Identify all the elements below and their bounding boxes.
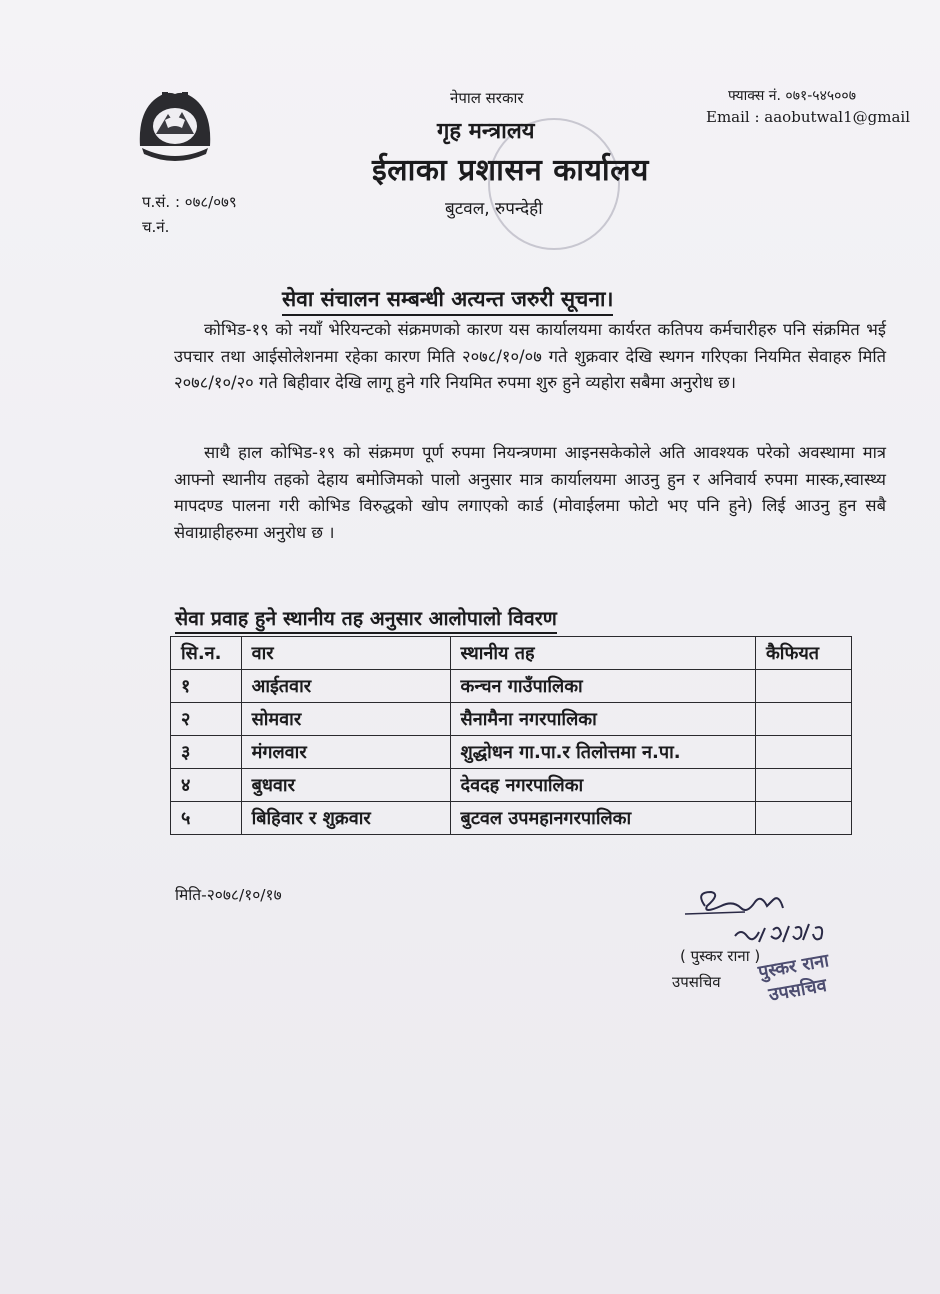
cell-local-level: शुद्धोधन गा.पा.र तिलोत्तमा न.पा. [450, 736, 755, 769]
signatory-designation: उपसचिव [672, 973, 721, 991]
rotation-schedule-table [170, 636, 852, 835]
signatory-name: ( पुस्कर राना ) [680, 947, 761, 965]
cell-local-level: कन्चन गाउँपालिका [450, 670, 755, 703]
stamp-title: उपसचिव [767, 974, 829, 1006]
cell-day: मंगलवार [241, 736, 450, 769]
email-address: Email : aaobutwal1@gmail [706, 108, 910, 126]
cell-day: बिहिवार र शुक्रवार [241, 802, 450, 835]
government-name: नेपाल सरकार [450, 89, 524, 107]
cell-serial: ३ [171, 736, 242, 769]
table-row [171, 802, 852, 835]
ministry-name: गृह मन्त्रालय [437, 119, 535, 144]
column-header-day: वार [241, 637, 450, 670]
table-row [171, 736, 852, 769]
notice-paragraph-2: साथै हाल कोभिड-१९ को संक्रमण पूर्ण रुपमा नियन्त्रणमा आइनसकेकोले अति आवश्यक परेको अवस्थामा मात्र आफ्नो स्थानीय तहको देहाय बमोजिमको पालो अनुसार मात्र कार्यालयमा आउनु हुन र अनिवार्य रुपमा मास्क,स्वास्थ्य मापदण्ड पालना गरी कोभिड विरुद्धको खोप लगाएको कार्ड (मोवाईलमा फोटो भए पनि हुने) लिई आउनु हुन सबै सेवाग्राहीहरुमा अनुरोध छ । [174, 443, 886, 542]
dispatch-number: च.नं. [142, 218, 170, 236]
fax-number: फ्याक्स नं. ०७१-५४५००७ [728, 88, 856, 104]
cell-day: सोमवार [241, 703, 450, 736]
office-location: बुटवल, रुपन्देही [445, 199, 543, 219]
reference-number: प.सं. : ०७८/०७९ [142, 193, 237, 211]
office-name: ईलाका प्रशासन कार्यालय [372, 153, 649, 188]
column-header-remarks: कैफियत [755, 637, 851, 670]
cell-local-level: बुटवल उपमहानगरपालिका [450, 802, 755, 835]
cell-serial: २ [171, 703, 242, 736]
cell-remarks [755, 703, 851, 736]
column-header-serial: सि.न. [171, 637, 242, 670]
cell-local-level: देवदह नगरपालिका [450, 769, 755, 802]
table-row [171, 670, 852, 703]
notice-date: मिति-२०७८/१०/१७ [175, 886, 282, 904]
cell-remarks [755, 769, 851, 802]
cell-serial: १ [171, 670, 242, 703]
stamp-name: पुस्कर राना [756, 950, 831, 984]
notice-paragraph-1: कोभिड-१९ को नयाँ भेरियन्टको संक्रमणको कारण यस कार्यालयमा कार्यरत कतिपय कर्मचारीहरु पनि संक्रमित भई उपचार तथा आईसोलेशनमा रहेका कारण मिति २०७८/१०/०७ गते शुक्रवार देखि स्थगन गरिएका नियमित सेवाहरु मिति २०७८/१०/२० गते बिहीवार देखि लागू हुने गरि नियमित रुपमा शुरु हुने व्यहोरा सबैमा अनुरोध छ। [174, 320, 886, 392]
cell-day: बुधवार [241, 769, 450, 802]
column-header-local-level: स्थानीय तह [450, 637, 755, 670]
table-header-row [171, 637, 852, 670]
cell-local-level: सैनामैना नगरपालिका [450, 703, 755, 736]
cell-serial: ४ [171, 769, 242, 802]
cell-remarks [755, 736, 851, 769]
cell-remarks [755, 670, 851, 703]
cell-serial: ५ [171, 802, 242, 835]
signature-stamp [756, 949, 835, 1009]
cell-remarks [755, 802, 851, 835]
table-row [171, 703, 852, 736]
nepal-emblem-icon [132, 84, 218, 164]
schedule-title: सेवा प्रवाह हुने स्थानीय तह अनुसार आलोपालो विवरण [175, 604, 557, 634]
handwritten-signature-icon [675, 884, 855, 954]
cell-day: आईतवार [241, 670, 450, 703]
table-row [171, 769, 852, 802]
notice-title: सेवा संचालन सम्बन्धी अत्यन्त जरुरी सूचना। [282, 285, 613, 316]
